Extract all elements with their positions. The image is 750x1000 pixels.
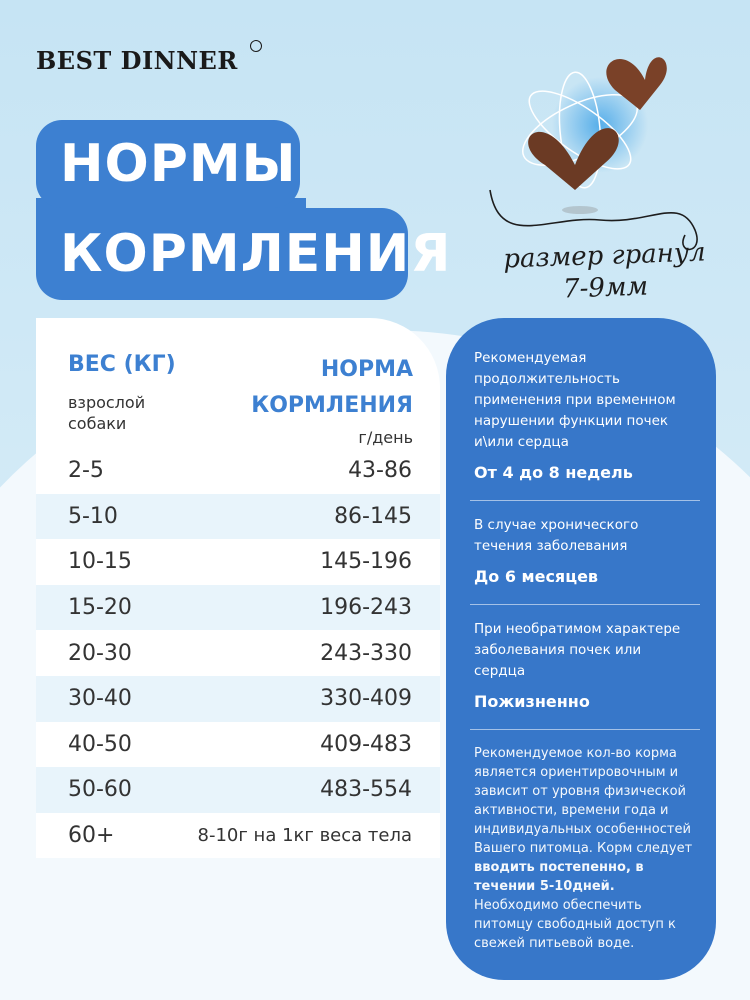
brand-logo: BEST DINNER	[36, 46, 238, 75]
weight-cell: 10-15	[68, 549, 132, 575]
table-row	[36, 676, 440, 722]
info-content	[474, 348, 696, 953]
chronic-text: В случае хронического течения заболевания	[474, 517, 639, 554]
kibble-size-caption	[499, 236, 711, 307]
feeding-table-rows	[36, 448, 440, 858]
table-row	[36, 448, 440, 494]
norm-header	[251, 352, 413, 424]
table-row	[36, 494, 440, 540]
divider	[470, 729, 700, 730]
norm-cell: 409-483	[320, 731, 412, 757]
table-row	[36, 722, 440, 768]
info-card	[446, 318, 716, 980]
weight-header: ВЕС (КГ)	[68, 352, 176, 377]
note-bold: вводить постепенно, в течении 5-10дней.	[474, 860, 644, 894]
table-row	[36, 630, 440, 676]
table-header	[68, 352, 413, 457]
table-row	[36, 539, 440, 585]
divider	[470, 604, 700, 605]
norm-cell: 43-86	[348, 458, 412, 484]
irreversible-duration: Пожизненно	[474, 692, 590, 711]
brand-mark-icon	[250, 40, 262, 52]
norm-cell: 8-10г на 1кг веса тела	[197, 825, 412, 847]
weight-cell: 40-50	[68, 731, 132, 757]
weight-cell: 5-10	[68, 503, 118, 529]
page-title-line2: КОРМЛЕНИЯ	[36, 208, 408, 300]
chronic-duration: До 6 месяцев	[474, 567, 599, 586]
page-title-line1: НОРМЫ	[36, 120, 300, 208]
kibble-caption-line1: размер гранул	[502, 237, 707, 275]
feeding-note	[474, 744, 696, 953]
weight-cell: 30-40	[68, 686, 132, 712]
norm-cell: 330-409	[320, 686, 412, 712]
weight-subheader: взрослой собаки	[68, 393, 146, 433]
table-row	[36, 767, 440, 813]
norm-header-line2: КОРМЛЕНИЯ	[251, 393, 413, 418]
weight-cell: 15-20	[68, 595, 132, 621]
temporary-disorder-text: Рекомендуемая продолжительность применения при временном нарушении функции почек и\или сердца	[474, 350, 676, 450]
norm-header-line1: НОРМА	[320, 357, 413, 382]
norm-cell: 243-330	[320, 640, 412, 666]
irreversible-text: При необратимом характере заболевания почек или сердца	[474, 621, 681, 679]
kibble-caption-line2: 7-9мм	[562, 271, 649, 305]
table-row	[36, 813, 440, 859]
divider	[470, 500, 700, 501]
weight-cell: 60+	[68, 823, 115, 849]
note-part2: Необходимо обеспечить питомцу свободный доступ к свежей питьевой воде.	[474, 898, 676, 951]
table-row	[36, 585, 440, 631]
temporary-disorder-duration: От 4 до 8 недель	[474, 463, 633, 482]
note-part1: Рекомендуемое кол-во корма является ориентировочным и зависит от уровня физической активности, времени года и индивидуальных особенностей Вашего питомца. Корм следует	[474, 746, 693, 856]
weight-cell: 20-30	[68, 640, 132, 666]
norm-cell: 483-554	[320, 777, 412, 803]
norm-unit: г/день	[358, 428, 413, 447]
norm-cell: 145-196	[320, 549, 412, 575]
norm-cell: 196-243	[320, 595, 412, 621]
weight-cell: 2-5	[68, 458, 104, 484]
norm-cell: 86-145	[334, 503, 412, 529]
weight-cell: 50-60	[68, 777, 132, 803]
